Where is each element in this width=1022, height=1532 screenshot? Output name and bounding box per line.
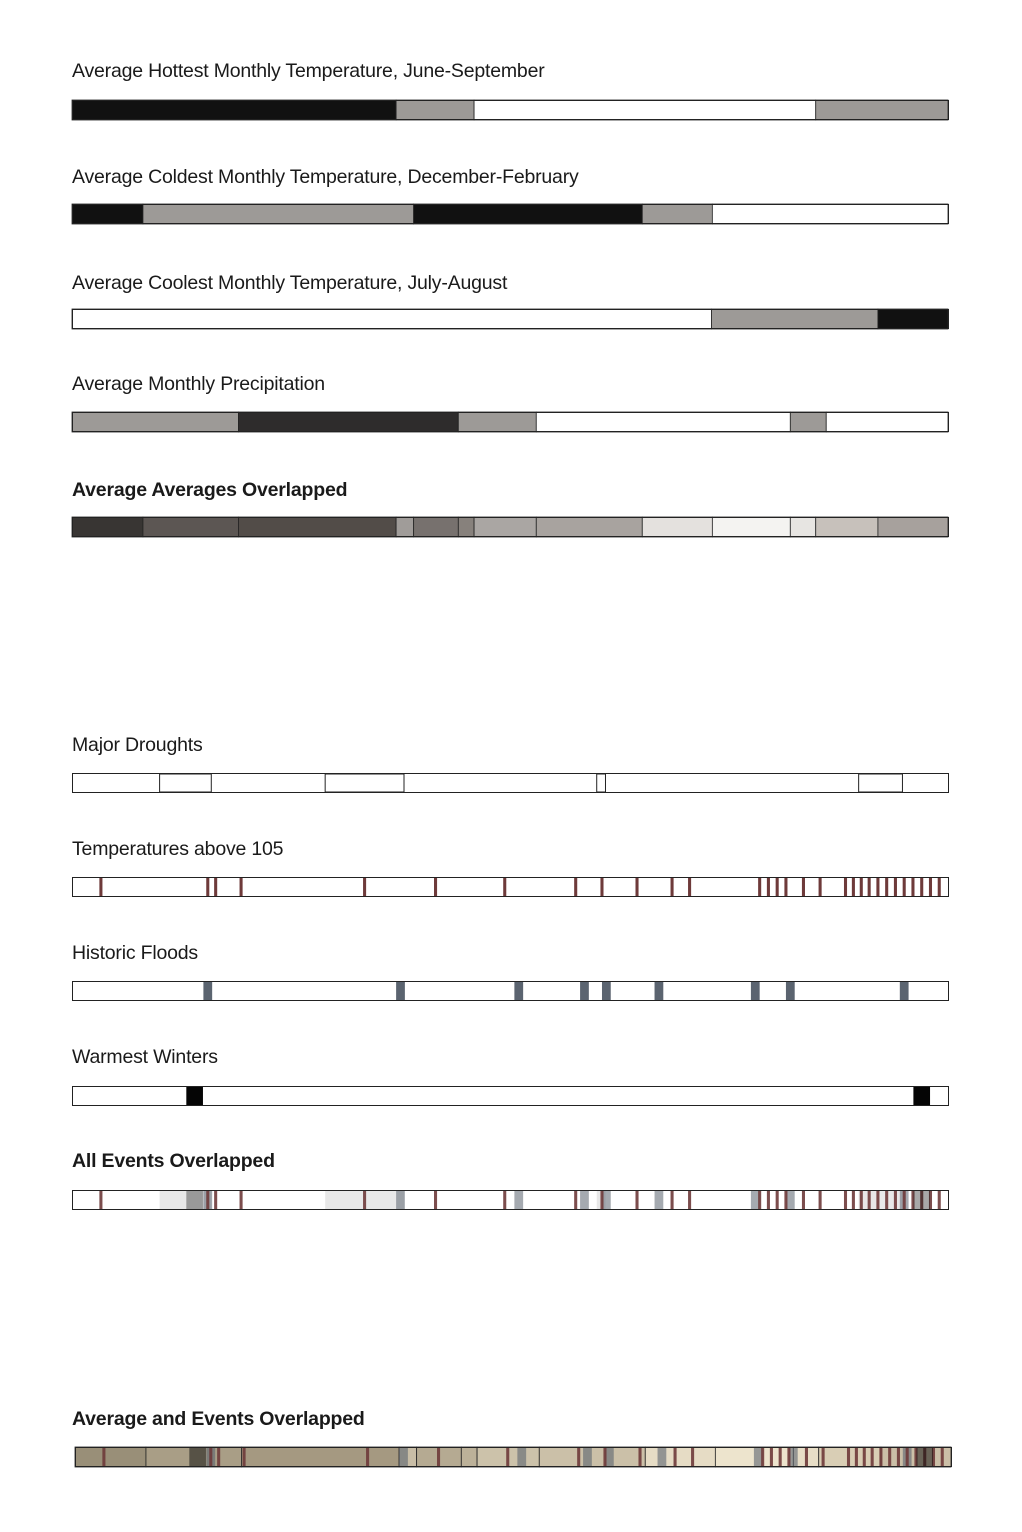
overlap-all-heat-tick-25 — [906, 1448, 909, 1466]
overlap-heat-tick-9 — [635, 1191, 638, 1209]
overlap-avg-segment-5 — [461, 1447, 477, 1467]
precip-segment-0 — [72, 412, 238, 432]
band-all-overlap — [0, 1447, 1022, 1467]
heat-tick-4 — [363, 878, 366, 896]
overlap-heat-tick-10 — [671, 1191, 674, 1209]
overlap-all-flood-tick-1 — [399, 1448, 408, 1466]
title-heat: Temperatures above 105 — [72, 838, 284, 860]
heat-tick-9 — [635, 878, 638, 896]
overlap-all-heat-tick-22 — [879, 1448, 882, 1466]
droughts-box-3 — [859, 774, 903, 792]
overlap-heat-tick-7 — [574, 1191, 577, 1209]
heat-tick-15 — [784, 878, 787, 896]
overlap-avg-segment-8 — [645, 1447, 715, 1467]
heat-frame — [73, 878, 949, 897]
overlap-heat-tick-11 — [688, 1191, 691, 1209]
overlap-heat-tick-19 — [852, 1191, 855, 1209]
title-all-overlap: Average and Events Overlapped — [72, 1408, 365, 1430]
floods-tick-8 — [900, 982, 909, 1000]
hottest-segment-3 — [816, 100, 948, 120]
overlap-heat-tick-22 — [876, 1191, 879, 1209]
heat-tick-3 — [240, 878, 243, 896]
overlap-all-heat-tick-11 — [691, 1448, 694, 1466]
overlap-all-flood-tick-3 — [583, 1448, 592, 1466]
overlap-heat-tick-16 — [802, 1191, 805, 1209]
overlap-heat-tick-17 — [819, 1191, 822, 1209]
heat-tick-2 — [214, 878, 217, 896]
heat-tick-28 — [929, 878, 932, 896]
overlap-heat-tick-4 — [363, 1191, 366, 1209]
hottest-segment-1 — [396, 100, 474, 120]
overlap-heat-tick-8 — [600, 1191, 603, 1209]
heat-tick-17 — [819, 878, 822, 896]
overlap-all-heat-tick-18 — [847, 1448, 850, 1466]
heat-tick-14 — [776, 878, 779, 896]
coldest-segment-4 — [712, 204, 948, 224]
title-events-overlap: All Events Overlapped — [72, 1150, 275, 1172]
heat-tick-10 — [671, 878, 674, 896]
hottest-segment-2 — [474, 100, 816, 120]
heat-tick-19 — [852, 878, 855, 896]
overlap-all-heat-tick-9 — [638, 1448, 641, 1466]
overlap-heat-tick-6 — [503, 1191, 506, 1209]
heat-tick-25 — [903, 878, 906, 896]
overlap-heat-tick-13 — [767, 1191, 770, 1209]
overlap-all-flood-tick-2 — [517, 1448, 526, 1466]
coldest-segment-3 — [642, 204, 712, 224]
overlap-all-heat-tick-13 — [770, 1448, 773, 1466]
overlap-all-heat-tick-0 — [102, 1448, 105, 1466]
overlap-all-heat-tick-16 — [805, 1448, 808, 1466]
overlap-all-heat-tick-17 — [822, 1448, 825, 1466]
coolest-segment-1 — [711, 309, 877, 329]
band-heat — [0, 877, 1022, 897]
droughts-box-2 — [597, 774, 606, 792]
overlap-heat-tick-15 — [784, 1191, 787, 1209]
overlap-all-heat-tick-23 — [888, 1448, 891, 1466]
overlap-all-heat-tick-8 — [603, 1448, 606, 1466]
droughts-box-0 — [160, 774, 212, 792]
title-hottest: Average Hottest Monthly Temperature, June-September — [72, 60, 545, 82]
overlap-heat-tick-21 — [868, 1191, 871, 1209]
floods-tick-0 — [203, 982, 212, 1000]
band-winters — [0, 1086, 1022, 1106]
precip-segment-3 — [536, 412, 790, 432]
title-precip: Average Monthly Precipitation — [72, 373, 325, 395]
heat-tick-13 — [767, 878, 770, 896]
band-coldest — [0, 204, 1022, 224]
overlap-heat-tick-14 — [776, 1191, 779, 1209]
droughts-box-1 — [325, 774, 404, 792]
floods-tick-1 — [396, 982, 405, 1000]
title-floods: Historic Floods — [72, 942, 198, 964]
precip-segment-4 — [790, 412, 826, 432]
overlap-all-heat-tick-10 — [674, 1448, 677, 1466]
heat-tick-20 — [860, 878, 863, 896]
overlap-all-winter-tick-1 — [916, 1448, 933, 1466]
overlap-all-heat-tick-14 — [779, 1448, 782, 1466]
overlap-all-heat-tick-1 — [209, 1448, 212, 1466]
coldest-segment-2 — [414, 204, 643, 224]
overlap-avg-segment-0 — [75, 1447, 146, 1467]
coolest-segment-0 — [72, 309, 711, 329]
avg-overlap-segment-2 — [238, 517, 396, 537]
overlap-heat-tick-25 — [903, 1191, 906, 1209]
band-hottest — [0, 100, 1022, 120]
overlap-heat-tick-12 — [758, 1191, 761, 1209]
winters-tick-1 — [913, 1087, 930, 1105]
heat-tick-22 — [876, 878, 879, 896]
avg-overlap-segment-12 — [878, 517, 948, 537]
title-droughts: Major Droughts — [72, 734, 203, 756]
winters-tick-0 — [186, 1087, 203, 1105]
avg-overlap-segment-9 — [712, 517, 790, 537]
heat-tick-0 — [99, 878, 102, 896]
overlap-all-heat-tick-6 — [506, 1448, 509, 1466]
heat-tick-11 — [688, 878, 691, 896]
floods-tick-2 — [514, 982, 523, 1000]
overlap-heat-tick-24 — [894, 1191, 897, 1209]
overlap-heat-tick-5 — [434, 1191, 437, 1209]
overlap-heat-tick-20 — [860, 1191, 863, 1209]
droughts-frame — [73, 774, 949, 793]
band-avg-overlap — [0, 517, 1022, 537]
overlap-winter-tick-0 — [186, 1191, 203, 1209]
heat-tick-6 — [503, 878, 506, 896]
title-coldest: Average Coldest Monthly Temperature, December-February — [72, 166, 579, 188]
hottest-segment-0 — [72, 100, 396, 120]
title-avg-overlap: Average Averages Overlapped — [72, 479, 348, 501]
overlap-heat-tick-3 — [240, 1191, 243, 1209]
avg-overlap-segment-3 — [396, 517, 414, 537]
overlap-all-heat-tick-24 — [897, 1448, 900, 1466]
overlap-all-heat-tick-19 — [855, 1448, 858, 1466]
overlap-flood-tick-5 — [655, 1191, 664, 1209]
overlap-all-heat-tick-15 — [787, 1448, 790, 1466]
precip-segment-2 — [458, 412, 536, 432]
heat-tick-26 — [911, 878, 914, 896]
heat-tick-29 — [938, 878, 941, 896]
avg-overlap-segment-10 — [790, 517, 815, 537]
floods-tick-5 — [655, 982, 664, 1000]
floods-tick-6 — [751, 982, 760, 1000]
overlap-avg-segment-7 — [539, 1447, 645, 1467]
heat-tick-23 — [885, 878, 888, 896]
band-coolest — [0, 309, 1022, 329]
floods-tick-4 — [602, 982, 611, 1000]
title-coolest: Average Coolest Monthly Temperature, July-August — [72, 272, 508, 294]
heat-tick-12 — [758, 878, 761, 896]
overlap-all-heat-tick-7 — [577, 1448, 580, 1466]
overlap-all-heat-tick-4 — [366, 1448, 369, 1466]
precip-segment-1 — [238, 412, 458, 432]
avg-overlap-segment-1 — [143, 517, 238, 537]
overlap-avg-segment-2 — [241, 1447, 399, 1467]
avg-overlap-segment-6 — [474, 517, 536, 537]
band-precip — [0, 412, 1022, 432]
overlap-winter-tick-1 — [913, 1191, 930, 1209]
overlap-all-heat-tick-20 — [863, 1448, 866, 1466]
floods-tick-3 — [580, 982, 589, 1000]
overlap-flood-tick-2 — [514, 1191, 523, 1209]
heat-tick-1 — [206, 878, 209, 896]
band-droughts — [0, 773, 1022, 793]
overlap-all-flood-tick-5 — [658, 1448, 667, 1466]
heat-tick-7 — [574, 878, 577, 896]
band-floods — [0, 981, 1022, 1001]
overlap-heat-tick-2 — [214, 1191, 217, 1209]
overlap-heat-tick-23 — [885, 1191, 888, 1209]
coldest-segment-0 — [72, 204, 143, 224]
heat-tick-8 — [600, 878, 603, 896]
heat-tick-21 — [868, 878, 871, 896]
overlap-heat-tick-29 — [938, 1191, 941, 1209]
heat-tick-24 — [894, 878, 897, 896]
overlap-all-heat-tick-29 — [941, 1448, 944, 1466]
overlap-all-heat-tick-3 — [243, 1448, 246, 1466]
overlap-flood-tick-3 — [580, 1191, 589, 1209]
overlap-all-heat-tick-2 — [217, 1448, 220, 1466]
avg-overlap-segment-0 — [72, 517, 143, 537]
overlap-heat-tick-1 — [206, 1191, 209, 1209]
overlap-all-heat-tick-21 — [871, 1448, 874, 1466]
avg-overlap-segment-11 — [816, 517, 878, 537]
overlap-all-heat-tick-12 — [761, 1448, 764, 1466]
winters-frame — [73, 1087, 949, 1106]
coolest-segment-2 — [878, 309, 948, 329]
avg-overlap-segment-4 — [414, 517, 459, 537]
coldest-segment-1 — [143, 204, 414, 224]
overlap-heat-tick-18 — [844, 1191, 847, 1209]
heat-tick-16 — [802, 878, 805, 896]
band-events-overlap — [0, 1190, 1022, 1210]
floods-tick-7 — [786, 982, 795, 1000]
overlap-flood-tick-1 — [396, 1191, 405, 1209]
avg-overlap-segment-7 — [536, 517, 642, 537]
heat-tick-5 — [434, 878, 437, 896]
overlap-heat-tick-0 — [99, 1191, 102, 1209]
overlap-all-winter-tick-0 — [189, 1448, 206, 1466]
heat-tick-18 — [844, 878, 847, 896]
heat-tick-27 — [920, 878, 923, 896]
avg-overlap-segment-8 — [642, 517, 712, 537]
overlap-all-heat-tick-5 — [437, 1448, 440, 1466]
avg-overlap-segment-5 — [458, 517, 474, 537]
title-winters: Warmest Winters — [72, 1046, 218, 1068]
precip-segment-5 — [826, 412, 948, 432]
